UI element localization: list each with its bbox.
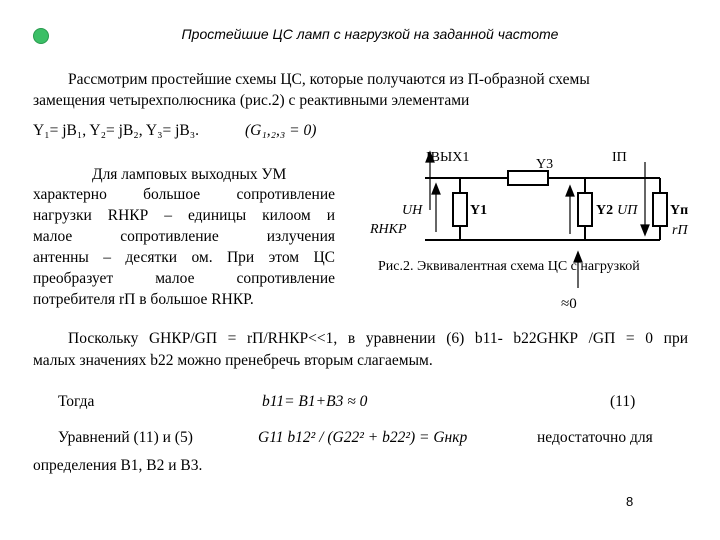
fig-label-approx-zero: ≈0 — [561, 296, 577, 312]
para2-line-2: малых значениях b22 можно пренебречь вторым слагаемым. — [33, 352, 433, 369]
left-para-line-6: преобразует малое сопротивление — [33, 270, 335, 287]
para2-line-1: Поскольку GНКР/GП = rП/RНКР<<1, в уравнении (6) b11- b22GНКР /GП = 0 при — [68, 330, 688, 347]
left-para-line-7: потребителя rП в большое RНКР. — [33, 291, 254, 308]
left-para-line-5: антенны – десятки ом. При этом ЦС — [33, 249, 335, 266]
fig-label-up: UП — [617, 203, 638, 218]
page-header: Простейшие ЦС ламп с нагрузкой на заданной частоте — [181, 26, 559, 42]
fig-label-y2-up — [596, 203, 638, 218]
figure-caption: Рис.2. Эквивалентная схема ЦС с нагрузкой — [378, 259, 640, 274]
fig-label-y1: Y1 — [470, 203, 488, 218]
fig-label-y3: Y3 — [536, 157, 554, 172]
slide-number: 8 — [626, 494, 634, 509]
equations-line-2: определения B1, B2 и B3. — [33, 457, 203, 474]
fig-label-y2: Y2 — [596, 203, 614, 218]
fig-label-rp: rП — [672, 223, 688, 238]
fig-label-un: UН — [402, 203, 423, 218]
left-para-line-2: характерно большое сопротивление — [33, 186, 335, 203]
fig-label-i-out: IВЫХ1 — [426, 150, 470, 165]
intro-line-1: Рассмотрим простейшие схемы ЦС, которые получаются из П-образной схемы — [68, 71, 590, 88]
equation-number: (11) — [610, 393, 636, 410]
intro-line-3b: (G₁,₂,₃ = 0) — [245, 122, 317, 139]
left-para-line-3: нагрузки RНКР – единицы килоом и — [33, 207, 335, 224]
intro-line-2: замещения четырехполюсника (рис.2) с реактивными элементами — [33, 92, 470, 109]
then-label: Тогда — [58, 393, 95, 410]
fig-label-rnkr: RНКР — [370, 222, 407, 237]
left-para-line-4: малое сопротивление излучения — [33, 228, 335, 245]
fig-label-i-p: IП — [612, 150, 627, 165]
equivalent-circuit-figure — [360, 140, 705, 320]
then-formula: b11= B1+B3 ≈ 0 — [262, 393, 368, 410]
equations-right: недостаточно для — [537, 429, 653, 446]
equations-left: Уравнений (11) и (5) — [58, 429, 193, 446]
green-bullet-icon — [33, 28, 49, 44]
equations-formula: G11 b12² / (G22² + b22²) = Gнкр — [258, 429, 468, 446]
intro-line-3a: Y₁= jB₁, Y₂= jB₂, Y₃= jB₃. — [33, 122, 200, 139]
fig-label-yp: Yп — [670, 203, 689, 218]
left-para-line-1: Для ламповых выходных УМ — [92, 166, 287, 183]
